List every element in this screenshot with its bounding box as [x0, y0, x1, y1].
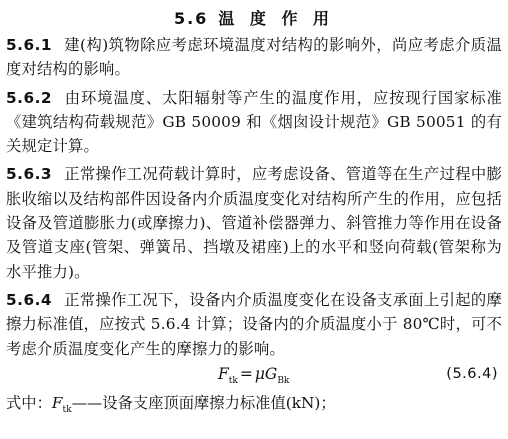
- where-subscript: tk: [62, 404, 72, 415]
- formula-lhs-subscript: tk: [228, 375, 238, 386]
- section-title: 温 度 作 用: [218, 9, 335, 28]
- where-dash: ——: [71, 393, 103, 412]
- section-number: 5.6: [173, 9, 209, 28]
- where-symbol: F: [51, 393, 63, 412]
- where-prefix: 式中：: [6, 393, 52, 412]
- section-heading: [6, 0, 502, 28]
- clause-text: 由环境温度、太阳辐射等产生的温度作用，应按现行国家标准《建筑结构荷载规范》GB 50009 和《烟囱设计规范》GB 50051 的有关规定计算。: [6, 88, 502, 156]
- formula-number: (5.6.4): [446, 365, 498, 382]
- formula-block: [6, 361, 502, 391]
- clause-5-6-4: [6, 288, 502, 361]
- formula-rhs-subscript: Bk: [277, 375, 290, 386]
- clause-5-6-2: [6, 86, 502, 159]
- formula-coefficient: μ: [254, 364, 265, 383]
- clause-5-6-3: [6, 162, 502, 283]
- where-text: 设备支座顶面摩擦力标准值(kN)；: [102, 393, 336, 412]
- clause-text: 正常操作工况下，设备内介质温度变化在设备支承面上引起的摩擦力标准值，应按式 5.6.4 计算；设备内的介质温度小于 80℃时，可不考虑介质温度变化产生的摩擦力的影响。: [6, 290, 502, 358]
- formula-equals: =: [239, 364, 253, 383]
- clause-number: 5.6.4: [6, 290, 53, 309]
- clause-number: 5.6.3: [6, 165, 53, 184]
- clause-text: 建(构)筑物除应考虑环境温度对结构的影响外，尚应考虑介质温度对结构的影响。: [6, 36, 502, 79]
- formula-rhs-symbol: G: [264, 364, 278, 383]
- clause-5-6-1: [6, 33, 502, 82]
- clause-number: 5.6.1: [6, 36, 53, 54]
- clause-text: 正常操作工况荷载计算时，应考虑设备、管道等在生产过程中膨胀收缩以及结构部件因设备内介质温度变化对结构所产生的作用，应包括设备及管道膨胀力(或摩擦力)、管道补偿器弹力、斜管推力等作用在设备及管道支座(管架、弹簧吊、挡墩及裙座)上的水平和竖向荷载(管架称为水平推力)。: [6, 165, 502, 281]
- where-definition: [6, 391, 502, 422]
- formula-equation: [218, 365, 289, 386]
- formula-lhs-symbol: F: [218, 364, 229, 383]
- clause-number: 5.6.2: [6, 88, 53, 107]
